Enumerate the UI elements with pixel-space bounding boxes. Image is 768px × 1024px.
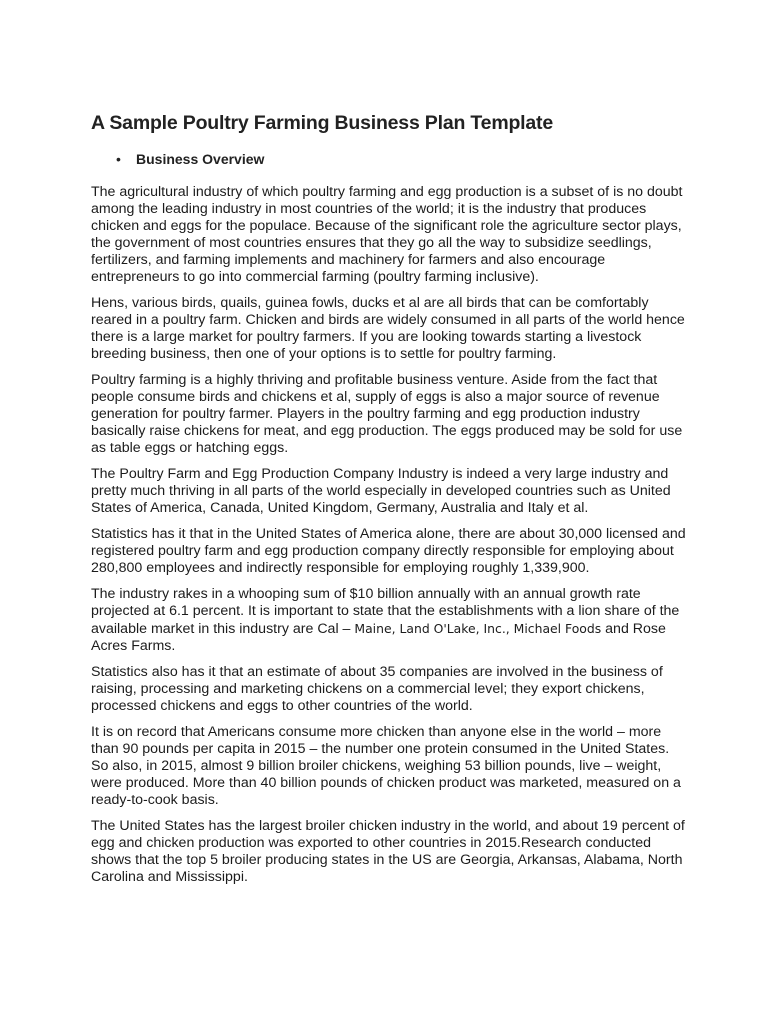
bullet-marker: • [116, 151, 121, 167]
document-title: A Sample Poultry Farming Business Plan Template [91, 112, 553, 134]
paragraph-4: The Poultry Farm and Egg Production Company Industry is indeed a very large industry and pretty much thriving in all parts of the world especially in developed countries such as United States of America, Canada, United Kingdom, Germany, Australia and Italy et al. [91, 466, 671, 516]
section-list [91, 151, 687, 168]
paragraph-8: It is on record that Americans consume more chicken than anyone else in the world – more than 90 pounds per capita in 2015 – the number one protein consumed in the United States. So also, in 2015, almost 9 billion broiler chickens, weighing 53 billion pounds, live – weight, were produced. More than 40 billion pounds of chicken product was marketed, measured on a ready-to-cook basis. [91, 724, 681, 808]
paragraph-6 [91, 586, 687, 655]
section-heading-business-overview [91, 151, 687, 168]
paragraph-5: Statistics has it that in the United States of America alone, there are about 30,000 licensed and registered poultry farm and egg production company directly responsible for employing about 280,800 employees and indirectly responsible for employing roughly 1,339,900. [91, 526, 686, 576]
paragraph-6-companies: Maine, Land O'Lake, Inc., Michael Foods [354, 621, 602, 636]
paragraph-6-text-c: and Rose Acres Farms. [91, 621, 666, 654]
paragraph-2: Hens, various birds, quails, guinea fowls, ducks et al are all birds that can be comfortably reared in a poultry farm. Chicken and birds are widely consumed in all parts of the world hence there is a large market for poultry farmers. If you are looking towards starting a livestock breeding business, then one of your options is to settle for poultry farming. [91, 295, 685, 362]
section-heading-label: Business Overview [136, 151, 265, 167]
document-page [91, 112, 687, 895]
paragraph-9: The United States has the largest broiler chicken industry in the world, and about 19 percent of egg and chicken production was exported to other countries in 2015.Research conducted shows that the top 5 broiler producing states in the US are Georgia, Arkansas, Alabama, North Carolina and Mississippi. [91, 818, 685, 885]
paragraph-3: Poultry farming is a highly thriving and profitable business venture. Aside from the fact that people consume birds and chickens et al, supply of eggs is also a major source of revenue generation for poultry farmer. Players in the poultry farming and egg production industry basically raise chickens for meat, and egg production. The eggs produced may be sold for use as table eggs or hatching eggs. [91, 372, 683, 456]
paragraph-6-text-a: The industry rakes in a whooping sum of $10 billion annually with an annual growth rate projected at 6.1 percent. It is important to state that the establishments with a lion share of the available market in this industry are Cal – [91, 586, 680, 637]
paragraph-1: The agricultural industry of which poultry farming and egg production is a subset of is no doubt among the leading industry in most countries of the world; it is the industry that produces chicken and eggs for the populace. Because of the significant role the agriculture sector plays, the government of most countries ensures that they go all the way to subsidize seedlings, fertilizers, and farming implements and machinery for farmers and also encourage entrepreneurs to go into commercial farming (poultry farming inclusive). [91, 184, 683, 285]
paragraph-7: Statistics also has it that an estimate of about 35 companies are involved in the business of raising, processing and marketing chickens on a commercial level; they export chickens, processed chickens and eggs to other countries of the world. [91, 664, 663, 714]
